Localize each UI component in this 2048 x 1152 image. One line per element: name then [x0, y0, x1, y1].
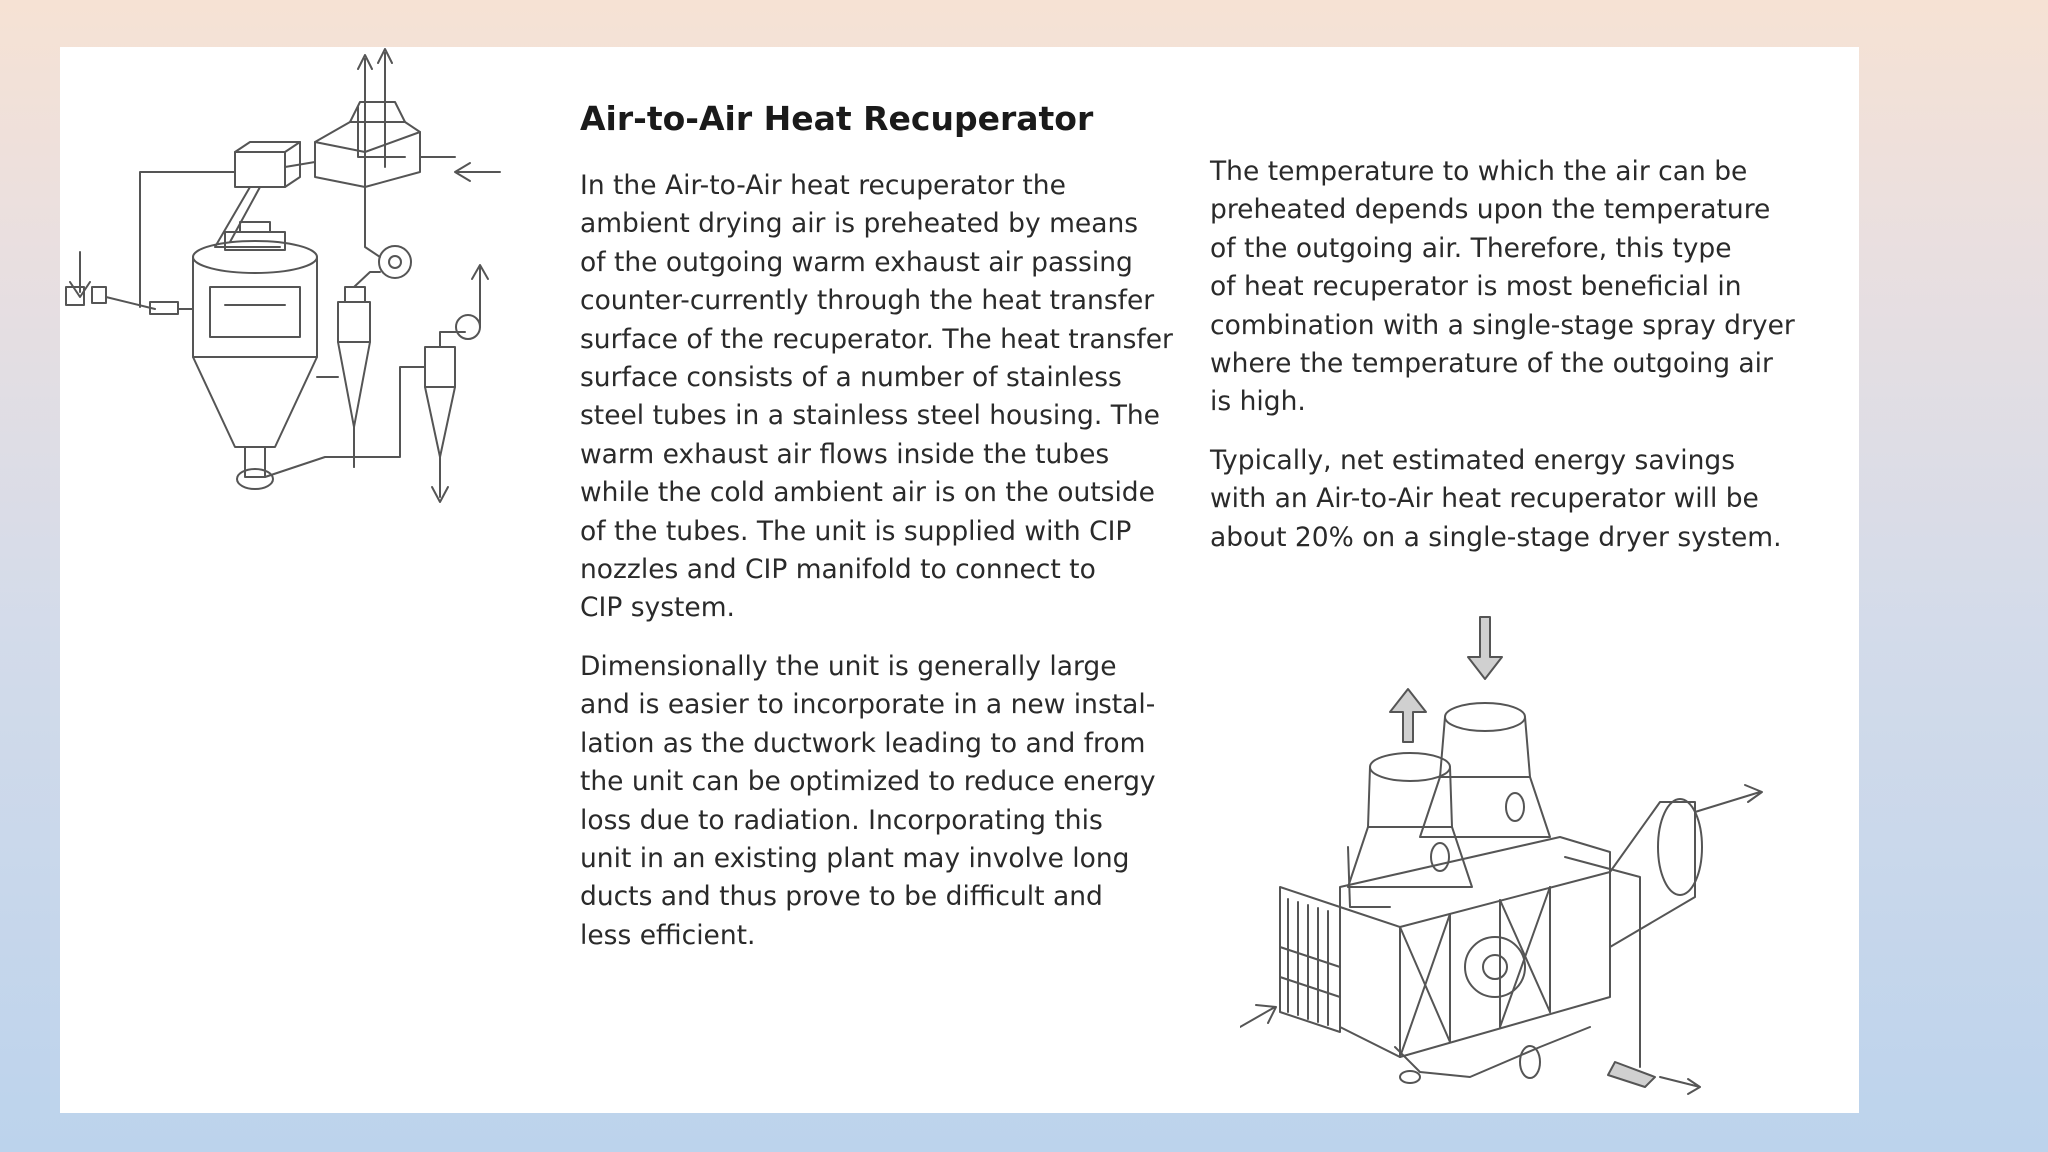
text-line: steel tubes in a stainless steel housing. The — [580, 400, 1160, 432]
text-line: preheated depends upon the temperature — [1210, 194, 1771, 226]
text-line: surface of the recuperator. The heat transfer — [580, 323, 1173, 355]
text-line: and is easier to incorporate in a new instal- — [580, 689, 1156, 721]
text-line: lation as the ductwork leading to and from — [580, 727, 1146, 759]
right-text-column — [1210, 153, 1850, 577]
text-line: combination with a single-stage spray dryer — [1210, 309, 1795, 341]
text-line: about 20% on a single-stage dryer system. — [1210, 521, 1782, 553]
text-line: loss due to radiation. Incorporating this — [580, 804, 1103, 836]
text-line: the unit can be optimized to reduce energy — [580, 766, 1156, 798]
text-line: Dimensionally the unit is generally large — [580, 650, 1117, 682]
text-line: warm exhaust air flows inside the tubes — [580, 438, 1110, 470]
text-line: unit in an existing plant may involve long — [580, 842, 1130, 874]
text-line: ambient drying air is preheated by means — [580, 208, 1139, 240]
slide-title: Air-to-Air Heat Recuperator — [580, 99, 1094, 138]
text-line: The temperature to which the air can be — [1210, 156, 1748, 187]
text-line: of the outgoing air. Therefore, this type — [1210, 232, 1732, 264]
paragraph-temperature — [1210, 153, 1850, 422]
slide-panel — [60, 47, 1859, 1113]
text-line: CIP system. — [580, 592, 735, 624]
text-line: In the Air-to-Air heat recuperator the — [580, 170, 1066, 201]
text-line: with an Air-to-Air heat recuperator will be — [1210, 483, 1759, 515]
paragraph-recuperator-description — [580, 167, 1220, 628]
text-line: Typically, net estimated energy savings — [1210, 444, 1736, 476]
left-text-column — [580, 167, 1220, 975]
paragraph-dimensions — [580, 648, 1220, 955]
text-line: where the temperature of the outgoing air — [1210, 348, 1773, 380]
recuperator-unit-illustration — [1240, 607, 1780, 1107]
paragraph-energy-savings — [1210, 442, 1850, 557]
text-line: of the outgoing warm exhaust air passing — [580, 246, 1133, 278]
text-line: while the cold ambient air is on the outside — [580, 477, 1155, 509]
spray-dryer-system-illustration — [60, 47, 510, 517]
text-line: of heat recuperator is most beneficial in — [1210, 271, 1742, 303]
text-line: ducts and thus prove to be difficult and — [580, 881, 1103, 913]
text-line: less efficient. — [580, 919, 756, 951]
text-line: surface consists of a number of stainless — [580, 362, 1122, 394]
text-line: counter-currently through the heat transfer — [580, 285, 1155, 317]
text-line: is high. — [1210, 386, 1306, 418]
text-line: of the tubes. The unit is supplied with CIP — [580, 515, 1132, 547]
text-line: nozzles and CIP manifold to connect to — [580, 554, 1096, 586]
